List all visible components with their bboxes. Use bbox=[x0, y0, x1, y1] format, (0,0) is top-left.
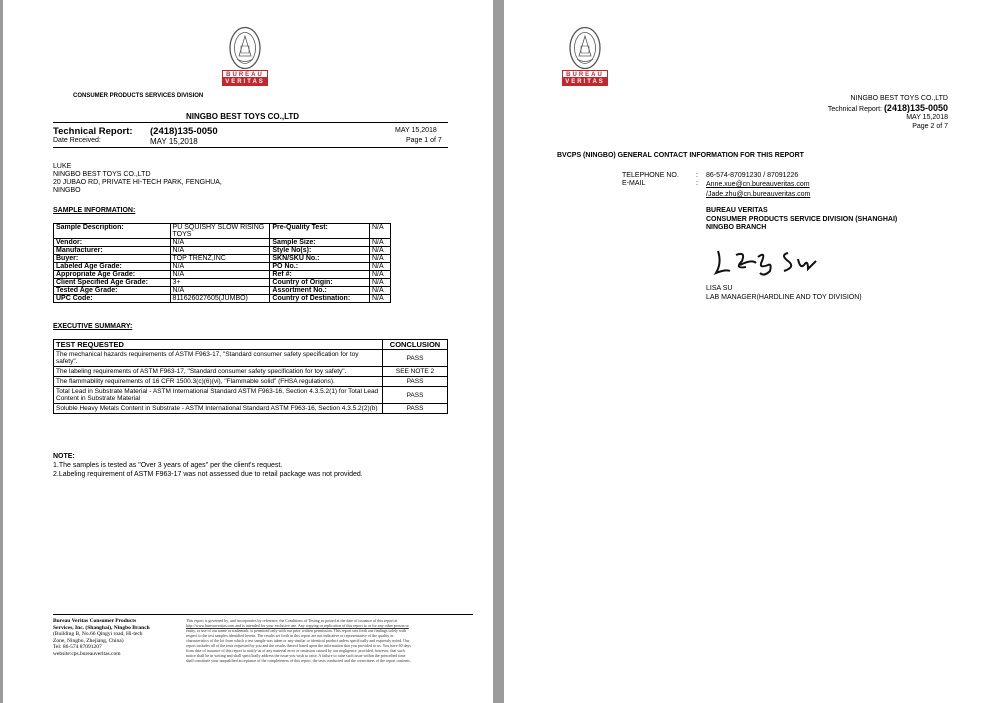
table-row bbox=[54, 387, 448, 404]
table-cell: Client Specified Age Grade: bbox=[54, 279, 171, 287]
report-number: (2418)135-0050 bbox=[150, 126, 218, 137]
org-line: CONSUMER PRODUCTS SERVICE DIVISION (SHANGHAI) bbox=[706, 215, 898, 223]
table-cell: Pre-Quality Test: bbox=[270, 224, 370, 239]
table-cell: N/A bbox=[170, 287, 270, 295]
telephone-value: 86-574-87091230 / 87091226 bbox=[706, 172, 799, 179]
note-heading: NOTE: bbox=[53, 453, 75, 460]
email-link-2[interactable]: /Jade.zhu@cn.bureauveritas.com bbox=[706, 191, 811, 198]
disclaimer-line: notice shall be in writing and shall specifically address the issue you wish to raise. A failure to raise such issue within the prescribed time bbox=[186, 653, 406, 658]
disclaimer-line: entity, or use of our name or trademark, is permitted only with our prior written permission. This report sets forth our findings solely with bbox=[186, 628, 407, 633]
address-line: NINGBO BEST TOYS CO.,LTD bbox=[53, 171, 151, 178]
conclusion-cell: PASS bbox=[383, 404, 448, 414]
email-colon: : bbox=[696, 180, 698, 187]
table-cell: N/A bbox=[170, 271, 270, 279]
logo-bar-bottom: VERITAS bbox=[562, 78, 608, 86]
table-cell: Tested Age Grade: bbox=[54, 287, 171, 295]
disclaimer-line: characteristics of the lot from which a test sample was taken or any similar or identical product unless specifically and expressly noted. Our bbox=[186, 638, 410, 643]
table-cell: N/A bbox=[170, 239, 270, 247]
signer-name: LISA SU bbox=[706, 285, 733, 292]
table-cell: N/A bbox=[370, 224, 391, 239]
header-rule bbox=[53, 122, 448, 123]
table-cell: TOP TRENZ,INC bbox=[170, 255, 270, 263]
table-cell: The labeling requirements of ASTM F963-17, "Standard consumer safety specification for toy safety". bbox=[54, 367, 383, 377]
table-cell: Style No(s): bbox=[270, 247, 370, 255]
address-line: 20 JUBAO RD, PRIVATE HI-TECH PARK, FENGHUA, bbox=[53, 179, 222, 186]
table-row bbox=[54, 263, 391, 271]
table-cell: N/A bbox=[370, 255, 391, 263]
table-cell: PO No.: bbox=[270, 263, 370, 271]
table-row bbox=[54, 239, 391, 247]
table-cell: N/A bbox=[370, 295, 391, 303]
page2-header bbox=[828, 95, 948, 131]
table-cell: Sample Description: bbox=[54, 224, 171, 239]
table-cell: N/A bbox=[370, 239, 391, 247]
report-page-2 bbox=[504, 0, 1000, 703]
email-label: E-MAIL bbox=[622, 180, 646, 187]
address-line: LUKE bbox=[53, 163, 72, 170]
table-row bbox=[54, 271, 391, 279]
company-name: NINGBO BEST TOYS CO.,LTD bbox=[850, 95, 948, 102]
table-cell: Labeled Age Grade: bbox=[54, 263, 171, 271]
division-label: CONSUMER PRODUCTS SERVICES DIVISION bbox=[73, 93, 204, 99]
table-cell: N/A bbox=[170, 263, 270, 271]
date-received-label: Date Received: bbox=[53, 137, 101, 144]
address-line: NINGBO bbox=[53, 187, 81, 194]
table-cell: Sample Size: bbox=[270, 239, 370, 247]
table-cell: SKN/SKU No.: bbox=[270, 255, 370, 263]
org-line: NINGBO BRANCH bbox=[706, 224, 767, 231]
note-line: 2.Labeling requirement of ASTM F963-17 was not assessed due to retail package was not provided. bbox=[53, 470, 363, 478]
table-cell: Appropriate Age Grade: bbox=[54, 271, 171, 279]
disclaimer-line: http://www.bureauveritas.com and is intended for your exclusive use. Any copying or replication of this report to or for any other person or bbox=[186, 623, 409, 628]
table-cell: The mechanical hazards requirements of ASTM F963-17, "Standard consumer safety specification for toy safety". bbox=[54, 350, 383, 367]
footer-line: Services, Inc. (Shanghai), Ningbo Branch bbox=[53, 624, 150, 631]
table-row bbox=[54, 350, 448, 367]
table-header-cell: TEST REQUESTED bbox=[54, 340, 383, 350]
disclaimer-line: report includes all of the tests requested by you and the results thereof based upon the information that you provided to us. You have 60 days bbox=[186, 643, 411, 648]
conclusion-cell: PASS bbox=[383, 387, 448, 404]
table-cell: Country of Destination: bbox=[270, 295, 370, 303]
table-row bbox=[54, 377, 448, 387]
report-date: MAY 15,2018 bbox=[395, 127, 437, 134]
header-rule-bottom bbox=[53, 147, 448, 148]
table-cell: N/A bbox=[170, 247, 270, 255]
table-row bbox=[54, 367, 448, 377]
table-row bbox=[54, 287, 391, 295]
logo-bar-top: BUREAU bbox=[222, 70, 268, 78]
footer-rule bbox=[53, 614, 473, 615]
table-cell: UPC Code: bbox=[54, 295, 171, 303]
table-cell: N/A bbox=[370, 247, 391, 255]
footer-address bbox=[53, 618, 178, 657]
table-row bbox=[54, 255, 391, 263]
table-row bbox=[54, 224, 391, 239]
footer-line: Bureau Veritas Consumer Products bbox=[53, 618, 137, 624]
client-address bbox=[53, 163, 222, 195]
disclaimer-line: shall constitute your unqualified acceptance of the completeness of this report, the tests conducted and the correctness of the report contents. bbox=[186, 658, 411, 663]
table-cell: N/A bbox=[370, 279, 391, 287]
footer-line: Tel: 86-574 87091207 bbox=[53, 644, 102, 650]
sample-info-heading: SAMPLE INFORMATION: bbox=[53, 207, 136, 214]
contact-heading: BVCPS (NINGBO) GENERAL CONTACT INFORMATION FOR THIS REPORT bbox=[557, 152, 804, 159]
table-cell: 3+ bbox=[170, 279, 270, 287]
report-date: MAY 15,2018 bbox=[906, 114, 948, 121]
conclusion-cell: PASS bbox=[383, 350, 448, 367]
page-number: Page 2 of 7 bbox=[912, 122, 948, 130]
logo-bar-top: BUREAU bbox=[562, 70, 608, 78]
table-row bbox=[54, 404, 448, 414]
org-line: BUREAU VERITAS bbox=[706, 207, 768, 214]
footer-disclaimer bbox=[186, 618, 476, 663]
telephone-colon: : bbox=[696, 172, 698, 179]
executive-summary-heading: EXECUTIVE SUMMARY: bbox=[53, 323, 133, 330]
table-row bbox=[54, 279, 391, 287]
table-row bbox=[54, 247, 391, 255]
email-link-1[interactable]: Anne.xue@cn.bureauveritas.com bbox=[706, 181, 810, 188]
company-title: NINGBO BEST TOYS CO.,LTD bbox=[186, 112, 300, 121]
table-cell: Assortment No.: bbox=[270, 287, 370, 295]
bureau-veritas-logo bbox=[562, 26, 608, 86]
table-header-cell: CONCLUSION bbox=[383, 340, 448, 350]
note-line: 1.The samples is tested as "Over 3 years of ages" per the client's request. bbox=[53, 462, 283, 469]
page-number: Page 1 of 7 bbox=[406, 137, 442, 144]
signer-block bbox=[706, 285, 862, 302]
date-received: MAY 15,2018 bbox=[150, 137, 198, 146]
report-label: Technical Report: bbox=[827, 105, 882, 113]
sample-info-table bbox=[53, 223, 391, 303]
conclusion-cell: PASS bbox=[383, 377, 448, 387]
disclaimer-line: from date of issuance of this report to notify us of any material error or omission caused by our negligence, provided, however, that such bbox=[186, 648, 405, 653]
signer-title: LAB MANAGER(HARDLINE AND TOY DIVISION) bbox=[706, 293, 862, 301]
table-cell: N/A bbox=[370, 287, 391, 295]
table-cell: Manufacturer: bbox=[54, 247, 171, 255]
logo-bar-bottom: VERITAS bbox=[222, 78, 268, 86]
table-cell: Buyer: bbox=[54, 255, 171, 263]
footer-line: Zone, Ningbo, Zhejiang, China) bbox=[53, 637, 124, 644]
disclaimer-line: This report is governed by, and incorporates by reference, the Conditions of Testing as posted at the date of issuance of this report at bbox=[186, 618, 398, 623]
table-header-row bbox=[54, 340, 448, 350]
signature bbox=[712, 243, 824, 284]
report-page-1 bbox=[3, 0, 493, 703]
footer-line: website:cps.bureauveritas.com bbox=[53, 650, 121, 657]
table-cell: Country of Origin: bbox=[270, 279, 370, 287]
bureau-veritas-logo bbox=[222, 26, 268, 86]
table-cell: Ref #: bbox=[270, 271, 370, 279]
disclaimer-line: respect to the test samples identified herein. The results set forth in this report are not indicative or representative of the quality or bbox=[186, 633, 394, 638]
telephone-label: TELEPHONE NO. bbox=[622, 172, 679, 179]
table-cell: 811626027605(JUMBO) bbox=[170, 295, 270, 303]
table-cell: Total Lead in Substrate Material - ASTM International Standard ASTM F963-16, Section 4.3.5.2(1) for Total Lead Content in Substrate Material bbox=[54, 387, 383, 404]
table-row bbox=[54, 295, 391, 303]
table-cell: PU SQUISHY SLOW RISING TOYS bbox=[170, 224, 270, 239]
test-summary-table bbox=[53, 339, 448, 414]
report-label: Technical Report: bbox=[53, 126, 133, 137]
table-cell: N/A bbox=[370, 263, 391, 271]
conclusion-cell: SEE NOTE 2 bbox=[383, 367, 448, 377]
footer-line: (Building B, No.66 Qingyi road, Hi-tech bbox=[53, 631, 143, 637]
organization-block bbox=[706, 207, 897, 233]
table-cell: The flammability requirements of 16 CFR 1500.3(c)(6)(vi), "Flammable solid" (FHSA regulations). bbox=[54, 377, 383, 387]
table-cell: Soluble Heavy Metals Content in Substrate - ASTM International Standard ASTM F963-16, Section 4.3.5.2(2)(b) bbox=[54, 404, 383, 414]
notes bbox=[53, 462, 363, 479]
table-cell: N/A bbox=[370, 271, 391, 279]
table-cell: Vendor: bbox=[54, 239, 171, 247]
report-number: (2418)135-0050 bbox=[883, 102, 948, 113]
